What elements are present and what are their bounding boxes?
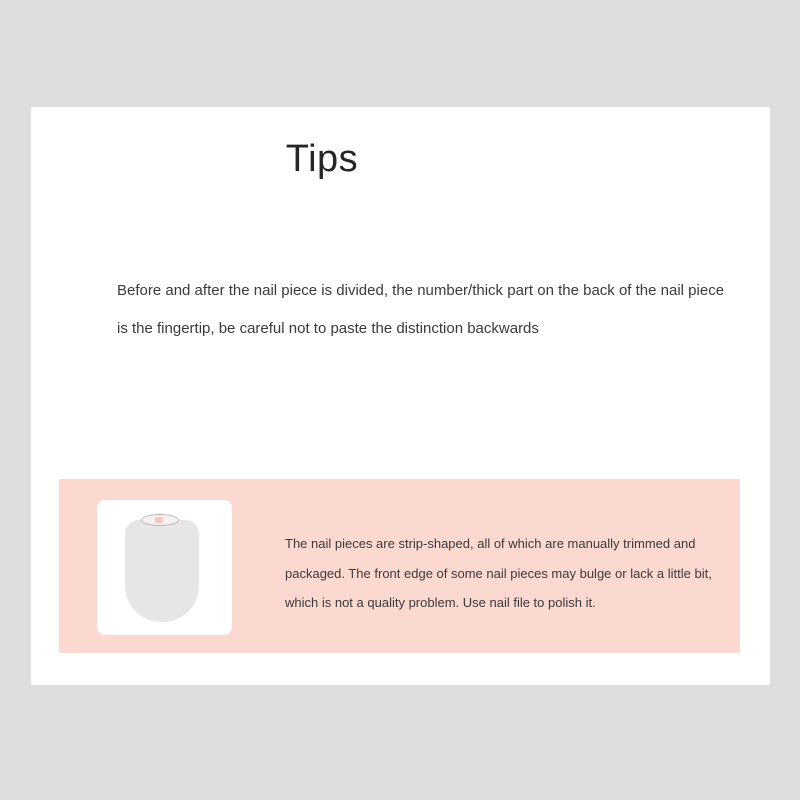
nail-piece-icon [125,520,199,622]
nail-image [97,500,232,635]
nail-mark-icon [155,517,163,523]
note-text: The nail pieces are strip-shaped, all of which are manually trimmed and packaged. The front edge of some nail pieces may bulge or lack a little bit, which is not a quality problem. Use nail file to polish it. [285,536,712,610]
page-title: Tips [285,138,359,180]
tip-text: Before and after the nail piece is divided, the number/thick part on the back of the nail piece is the fingertip, be careful not to paste the distinction backwards [117,282,725,337]
